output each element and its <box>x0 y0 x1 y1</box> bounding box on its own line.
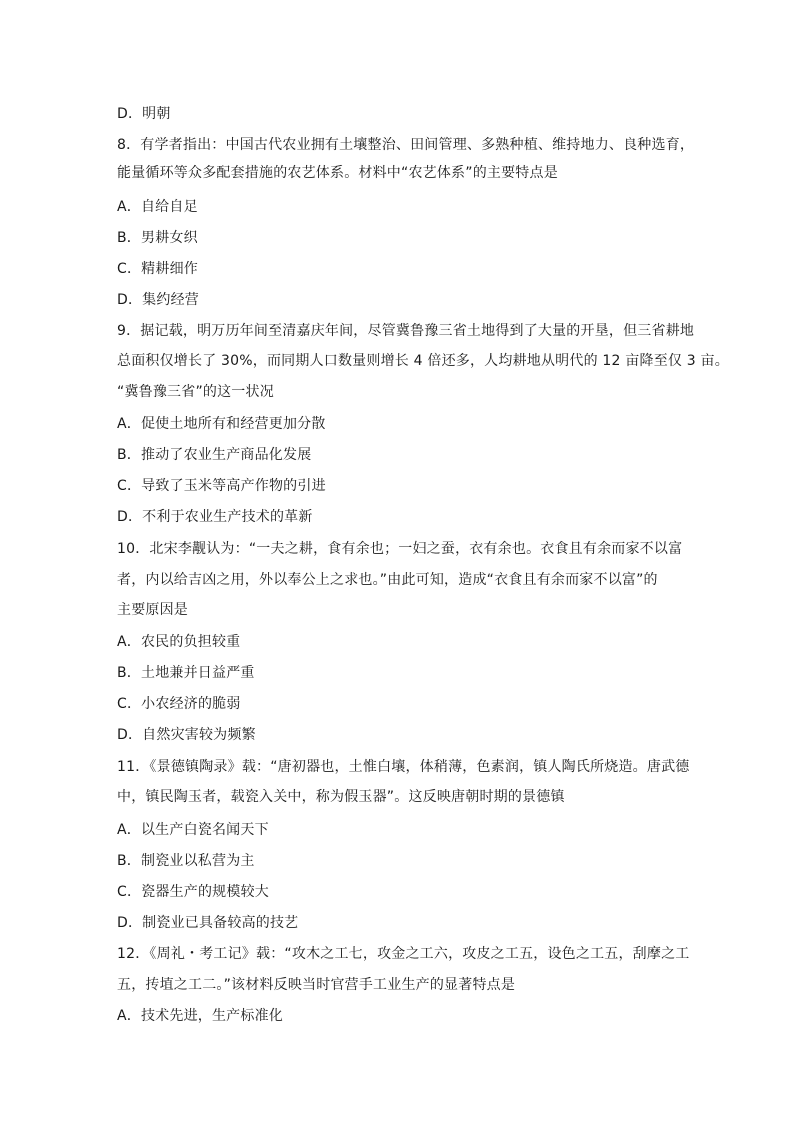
option-10-d: D．自然灾害较为频繁 <box>117 727 256 743</box>
question-12-line-1: 12．《周礼・考工记》载：“攻木之工七，攻金之工六，攻皮之工五，设色之工五，刮摩之工 <box>117 946 690 962</box>
option-11-b: B．制瓷业以私营为主 <box>117 853 255 869</box>
question-9-line-3: “冀鲁豫三省”的这一状况 <box>117 384 274 400</box>
option-9-d: D．不利于农业生产技术的革新 <box>117 509 313 525</box>
question-10-line-1: 10．北宋李觏认为：“一夫之耕，食有余也；一妇之蚕，衣有余也。衣食且有余而家不以富 <box>117 541 683 557</box>
option-7-d: D．明朝 <box>117 106 171 122</box>
option-11-c: C．瓷器生产的规模较大 <box>117 884 269 900</box>
option-9-c: C．导致了玉米等高产作物的引进 <box>117 478 326 494</box>
option-8-a: A．自给自足 <box>117 199 198 215</box>
question-11-line-1: 11．《景德镇陶录》载：“唐初器也，土惟白壤，体稍薄，色素润，镇人陶氏所烧造。唐武德 <box>117 759 690 775</box>
option-9-b: B．推动了农业生产商品化发展 <box>117 447 312 463</box>
option-10-c: C．小农经济的脆弱 <box>117 696 241 712</box>
option-8-b: B．男耕女织 <box>117 230 198 246</box>
question-12-line-2: 五，抟埴之工二。”该材料反映当时官营手工业生产的显著特点是 <box>117 977 516 993</box>
option-11-a: A．以生产白瓷名闻天下 <box>117 822 269 838</box>
option-9-a: A．促使土地所有和经营更加分散 <box>117 416 326 432</box>
question-9-line-1: 9．据记载，明万历年间至清嘉庆年间，尽管冀鲁豫三省土地得到了大量的开垦，但三省耕地 <box>117 323 695 339</box>
option-8-c: C．精耕细作 <box>117 261 198 277</box>
question-8-line-2: 能量循环等众多配套措施的农艺体系。材料中“农艺体系”的主要特点是 <box>117 165 558 181</box>
question-8-line-1: 8．有学者指出：中国古代农业拥有土壤整治、田间管理、多熟种植、维持地力、良种选育， <box>117 137 695 153</box>
option-12-a: A．技术先进，生产标准化 <box>117 1008 283 1024</box>
question-11-line-2: 中，镇民陶玉者，载瓷入关中，称为假玉器”。这反映唐朝时期的景德镇 <box>117 789 565 805</box>
option-8-d: D．集约经营 <box>117 292 199 308</box>
option-10-b: B．土地兼并日益严重 <box>117 665 255 681</box>
option-10-a: A．农民的负担较重 <box>117 634 241 650</box>
option-11-d: D．制瓷业已具备较高的技艺 <box>117 915 299 931</box>
question-10-line-2: 者，内以给吉凶之用，外以奉公上之求也。”由此可知，造成“衣食且有余而家不以富”的 <box>117 572 658 588</box>
question-10-line-3: 主要原因是 <box>117 602 188 618</box>
question-9-line-2: 总面积仅增长了 30%，而同期人口数量则增长 4 倍还多，人均耕地从明代的 12 亩降至仅 3 亩。 <box>117 353 729 369</box>
